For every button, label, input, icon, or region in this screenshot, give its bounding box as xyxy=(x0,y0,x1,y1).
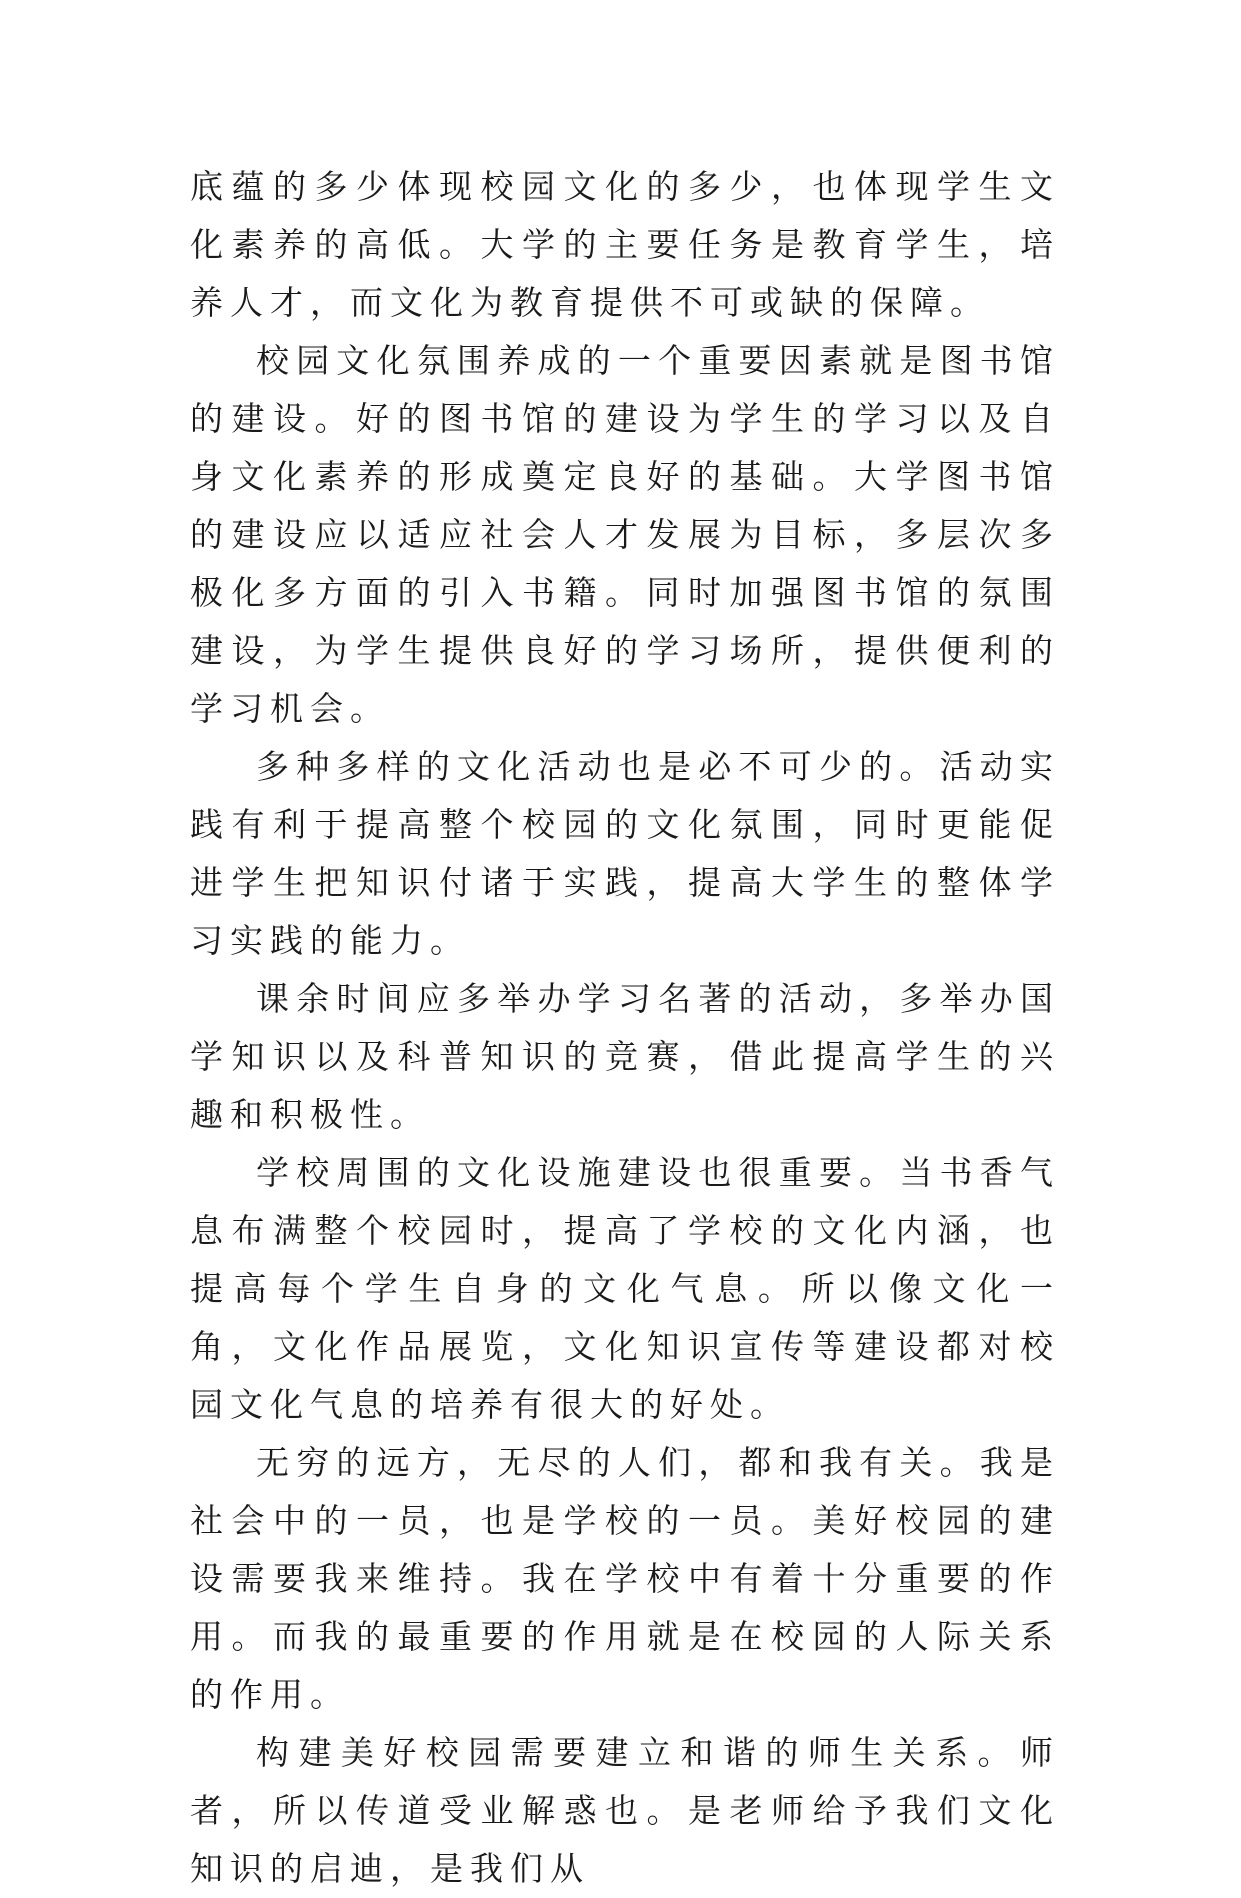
paragraph-3: 多种多样的文化活动也是必不可少的。活动实践有利于提高整个校园的文化氛围，同时更能促进学生把知识付诸于实践，提高大学生的整体学习实践的能力。 xyxy=(190,747,1060,960)
paragraph-7: 构建美好校园需要建立和谐的师生关系。师者，所以传道受业解惑也。是老师给予我们文化知识的启迪，是我们从 xyxy=(190,1733,1060,1888)
paragraph-2: 校园文化氛围养成的一个重要因素就是图书馆的建设。好的图书馆的建设为学生的学习以及自身文化素养的形成奠定良好的基础。大学图书馆的建设应以适应社会人才发展为目标，多层次多极化多方面的引入书籍。同时加强图书馆的氛围建设，为学生提供良好的学习场所，提供便利的学习机会。 xyxy=(190,341,1060,728)
paragraph-6: 无穷的远方，无尽的人们，都和我有关。我是社会中的一员，也是学校的一员。美好校园的建设需要我来维持。我在学校中有着十分重要的作用。而我的最重要的作用就是在校园的人际关系的作用。 xyxy=(190,1443,1060,1714)
document-body xyxy=(190,158,1060,1898)
paragraph-4: 课余时间应多举办学习名著的活动，多举办国学知识以及科普知识的竞赛，借此提高学生的兴趣和积极性。 xyxy=(190,979,1060,1134)
paragraph-1: 底蕴的多少体现校园文化的多少，也体现学生文化素养的高低。大学的主要任务是教育学生，培养人才，而文化为教育提供不可或缺的保障。 xyxy=(190,167,1060,322)
paragraph-5: 学校周围的文化设施建设也很重要。当书香气息布满整个校园时，提高了学校的文化内涵，也提高每个学生自身的文化气息。所以像文化一角，文化作品展览，文化知识宣传等建设都对校园文化气息的培养有很大的好处。 xyxy=(190,1153,1060,1424)
